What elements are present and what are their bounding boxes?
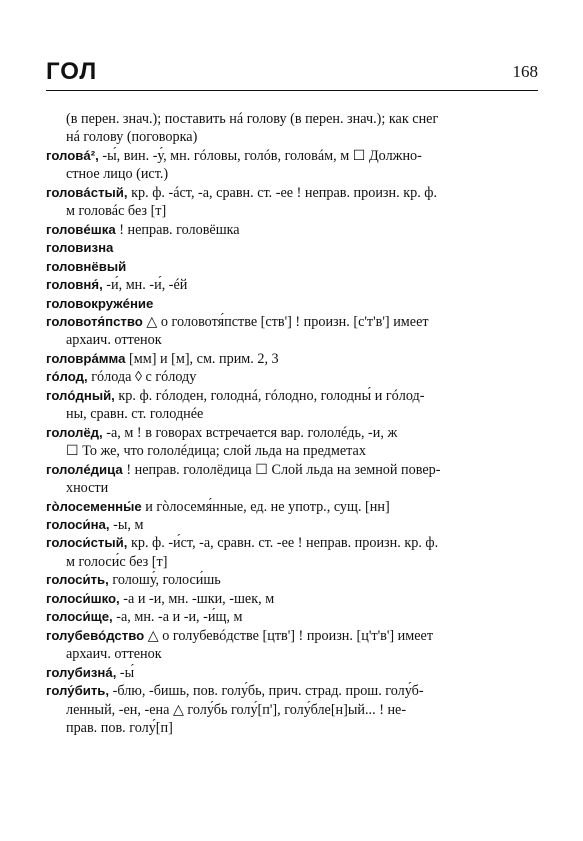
entry-definition: △ о голубевóдстве [цтв'] ! произн. [ц'т'в'] имеет [144,627,434,644]
entry-definition: ! неправ. головёшка [115,221,240,238]
entry-definition: кр. ф. -áст, -а, сравн. ст. -ее ! неправ. произн. кр. ф. [127,184,438,201]
entry-definition: -а и -и, мн. -шки, -шек, м [119,590,275,607]
entry-text: хности [66,480,109,497]
entry-line [46,239,538,257]
entry-line [46,627,538,645]
entry-text: ны, сравн. ст. голоднéе [66,406,204,423]
headword: головá², [46,147,99,163]
headword: гололёд, [46,424,103,440]
entry-line [46,701,538,719]
entry-text: м голоси́с без [т] [66,553,168,570]
headword: голоси́стый, [46,535,128,551]
entry-line [46,202,538,220]
headword: гóлод, [46,369,88,385]
headword: голоси́ще, [46,609,113,625]
headword: голоси́ть, [46,572,109,588]
entry-line [46,184,538,202]
entry-definition: -ы́ [116,664,135,681]
headword: головокружéние [46,295,154,311]
entry-definition: -а, м ! в говорах встречается вар. гололéдь, -и, ж [102,424,398,441]
entry-text: стное лицо (ист.) [66,166,169,183]
headword: гололéдица [46,461,123,477]
entry-line [46,350,538,368]
entry-line [46,165,538,183]
page-header [46,58,538,90]
header-rule [46,90,538,91]
entry-text: ленный, -ен, -ена △ голу́бь голу́[п'], голу́бле[н]ый... ! не- [66,701,407,718]
headword: гòлосеменны́е [46,498,142,514]
headword: головéшка [46,221,116,237]
dictionary-entries [46,110,538,737]
headword: голу́бить, [46,683,110,699]
entry-definition: △ о головотя́пстве [ств'] ! произн. [с'т'в'] имеет [142,313,429,330]
headword: головáстый, [46,184,128,200]
headword: головизна [46,240,114,256]
entry-text: ☐ То же, что гололéдица; слой льда на предметах [66,443,366,460]
entry-line [46,313,538,331]
entry-line [46,295,538,313]
entry-definition: кр. ф. гóлоден, голоднá, гóлодно, голодны́ и гóлод- [114,387,425,404]
headword: голубизнá, [46,664,117,680]
entry-line [46,368,538,386]
headword: головрáмма [46,350,126,366]
entry-line [46,498,538,516]
entry-line [46,553,538,571]
headword: голоси́на, [46,516,110,532]
entry-text: м головáс без [т] [66,203,167,220]
running-head-word: ГОЛ [46,58,98,85]
entry-definition: -а, мн. -а и -и, -и́щ, м [112,609,243,626]
headword: голоси́шко, [46,590,120,606]
entry-definition: -блю, -бишь, пов. голу́бь, прич. страд. прош. голу́б- [109,683,424,700]
entry-text: архаич. оттенок [66,332,162,349]
entry-line [46,258,538,276]
entry-definition: -ы, м [109,516,144,533]
entry-line [46,516,538,534]
entry-line [46,461,538,479]
entry-line [46,221,538,239]
page-number: 168 [512,62,538,81]
entry-line [46,405,538,423]
entry-line [46,608,538,626]
entry-line [46,664,538,682]
entry-definition: -и́, мн. -и́, -éй [102,277,188,294]
headword: головнёвый [46,258,127,274]
entry-text: нá голову (поговорка) [66,129,198,146]
entry-line [46,442,538,460]
entry-line [46,387,538,405]
entry-line [46,682,538,700]
entry-line [46,534,538,552]
entry-line [46,110,538,128]
headword: головня́, [46,277,103,293]
entry-line [46,147,538,165]
entry-definition: гóлода ◊ с гóлоду [87,369,197,386]
entry-definition: [мм] и [м], см. прим. 2, 3 [125,350,279,367]
entry-line [46,719,538,737]
entry-line [46,479,538,497]
entry-text: архаич. оттенок [66,646,162,663]
entry-line [46,331,538,349]
headword: головотя́пство [46,313,143,329]
entry-line [46,276,538,294]
entry-definition: -ы́, вин. -у́, мн. гóловы, голóв, головáм, м ☐ Должно- [98,147,422,164]
headword: голóдный, [46,387,115,403]
entry-definition: и гòлосемя́нные, ед. не употр., сущ. [нн] [141,498,390,515]
entry-line [46,424,538,442]
entry-line [46,645,538,663]
entry-text: прав. пов. голу́[п] [66,719,173,736]
entry-definition: кр. ф. -и́ст, -а, сравн. ст. -ее ! неправ. произн. кр. ф. [127,535,439,552]
entry-definition: ! неправ. гололёдица ☐ Слой льда на земной повер- [122,461,441,478]
entry-line [46,128,538,146]
entry-text: (в перен. знач.); поставить нá голову (в перен. знач.); как снег [66,111,439,127]
entry-definition: голошу́, голоси́шь [108,572,221,589]
entry-line [46,571,538,589]
headword: голубевóдство [46,627,145,643]
entry-line [46,590,538,608]
